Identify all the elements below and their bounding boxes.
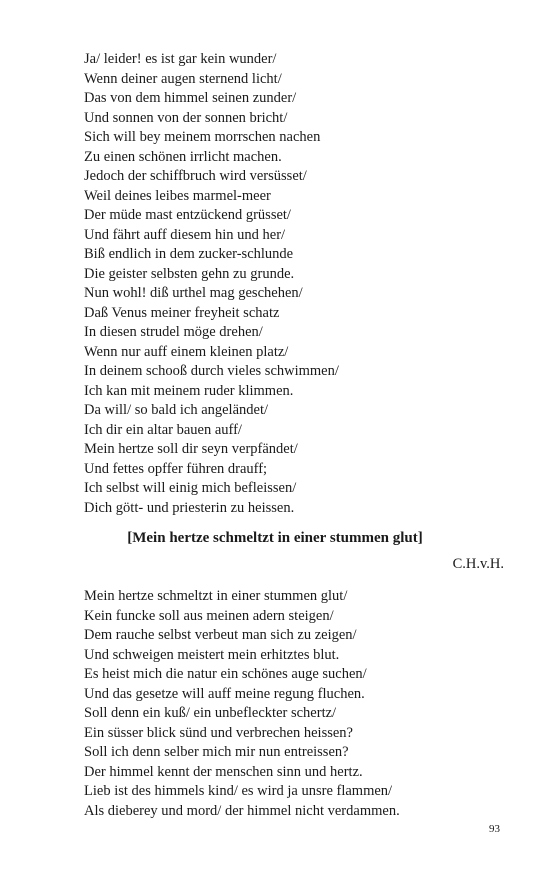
verse-line: Die geister selbsten gehn zu grunde. — [84, 265, 295, 282]
verse-line: Der müde mast entzückend grüsset/ — [84, 207, 291, 223]
verse-line: Sich will bey meinem morrschen nachen — [84, 129, 321, 145]
verse-line: Weil deines leibes marmel-meer — [84, 187, 271, 204]
verse-line: Zu einen schönen irrlicht machen. — [84, 148, 282, 165]
verse-line: Kein funcke soll aus meinen adern steigen/ — [84, 607, 334, 624]
verse-line: Ich dir ein altar bauen auff/ — [84, 421, 242, 438]
verse-line: Biß endlich in dem zucker-schlunde — [84, 246, 294, 262]
verse-line: Lieb ist des himmels kind/ es wird ja unsre flammen/ — [84, 783, 393, 799]
verse-line: Wenn nur auff einem kleinen platz/ — [84, 343, 289, 360]
poem-author: C.H.v.H. — [452, 556, 504, 572]
verse-line: Und fährt auff diesem hin und her/ — [84, 226, 286, 243]
verse-line: Es heist mich die natur ein schönes auge suchen/ — [84, 666, 367, 682]
verse-line: Mein hertze soll dir seyn verpfändet/ — [84, 441, 298, 457]
poem-title: [Mein hertze schmeltzt in einer stummen glut] — [127, 530, 423, 546]
verse-line: Ein süsser blick sünd und verbrechen heissen? — [84, 724, 353, 741]
verse-line: In deinem schooß durch vieles schwimmen/ — [84, 363, 339, 379]
poem1-stanza-1 — [84, 50, 504, 167]
verse-line: Als dieberey und mord/ der himmel nicht verdammen. — [84, 802, 400, 819]
poem1-stanza-2 — [84, 167, 504, 284]
verse-line: Und das gesetze will auff meine regung fluchen. — [84, 685, 365, 702]
page-number: 93 — [489, 823, 500, 835]
poem2-stanza-1 — [84, 587, 504, 704]
verse-line: Nun wohl! diß urthel mag geschehen/ — [84, 285, 303, 301]
verse-line: Daß Venus meiner freyheit schatz — [84, 304, 280, 321]
verse-line: Ja/ leider! es ist gar kein wunder/ — [84, 51, 277, 67]
poem2-stanza-2 — [84, 704, 504, 821]
verse-line: Der himmel kennt der menschen sinn und hertz. — [84, 763, 363, 780]
verse-line: Mein hertze schmeltzt in einer stummen glut/ — [84, 588, 348, 604]
verse-line: Dich gött- und priesterin zu heissen. — [84, 499, 295, 516]
verse-line: Und fettes opffer führen drauff; — [84, 460, 268, 477]
verse-line: Ich kan mit meinem ruder klimmen. — [84, 382, 294, 399]
verse-line: Soll ich denn selber mich mir nun entreissen? — [84, 744, 349, 760]
verse-line: Dem rauche selbst verbeut man sich zu zeigen/ — [84, 627, 357, 643]
verse-line: Da will/ so bald ich angeländet/ — [84, 402, 269, 418]
verse-line: Das von dem himmel seinen zunder/ — [84, 90, 297, 106]
verse-line: Ich selbst will einig mich befleissen/ — [84, 480, 297, 496]
verse-line: Soll denn ein kuß/ ein unbefleckter schertz/ — [84, 705, 337, 721]
verse-line: Wenn deiner augen sternend licht/ — [84, 70, 282, 87]
poem1-stanza-4 — [84, 401, 504, 518]
verse-line: Jedoch der schiffbruch wird versüsset/ — [84, 168, 307, 184]
verse-line: In diesen strudel möge drehen/ — [84, 324, 263, 340]
verse-line: Und sonnen von der sonnen bricht/ — [84, 109, 288, 126]
poem1-stanza-3 — [84, 284, 504, 401]
verse-line: Und schweigen meistert mein erhitztes blut. — [84, 646, 340, 663]
